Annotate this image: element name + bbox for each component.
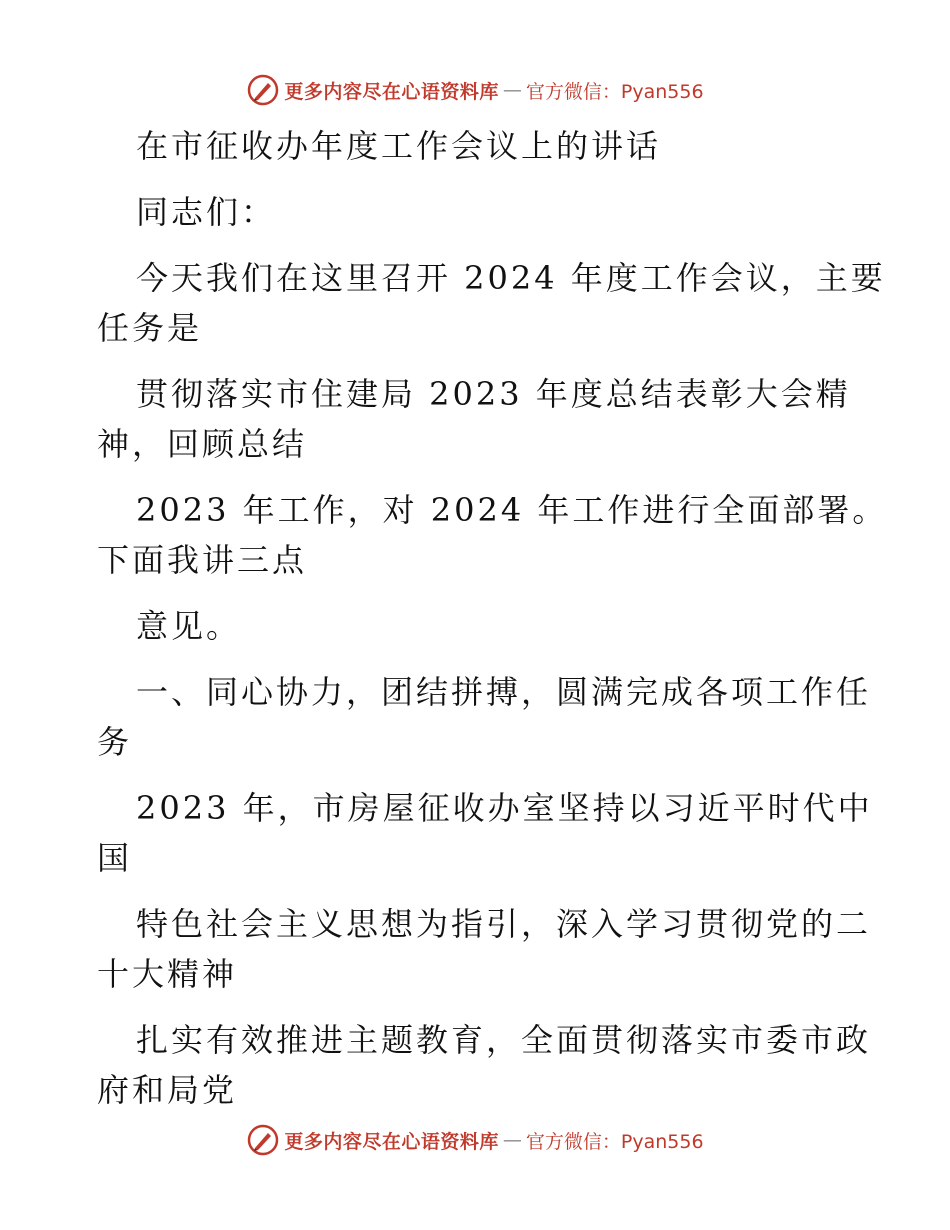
watermark-separator: — bbox=[502, 79, 522, 101]
watermark-contact: 官方微信：Pyan556 bbox=[525, 80, 704, 103]
watermark-contact: 官方微信：Pyan556 bbox=[525, 1130, 704, 1153]
watermark-text: 更多内容尽在心语资料库 bbox=[284, 1130, 499, 1153]
paragraph-line: 府和局党 bbox=[97, 1071, 238, 1109]
pen-logo-icon bbox=[246, 73, 280, 107]
salutation: 同志们： bbox=[136, 193, 277, 231]
watermark-separator: — bbox=[502, 1129, 522, 1151]
pen-logo-icon bbox=[246, 1123, 280, 1157]
paragraph-line: 贯彻落实市住建局 2023 年度总结表彰大会精 bbox=[136, 375, 851, 413]
paragraph-line: 任务是 bbox=[97, 309, 203, 347]
paragraph-line: 神，回顾总结 bbox=[97, 425, 308, 463]
paragraph-line: 2023 年，市房屋征收办室坚持以习近平时代中 bbox=[136, 789, 873, 827]
paragraph-line: 十大精神 bbox=[97, 955, 238, 993]
paragraph-line: 下面我讲三点 bbox=[97, 541, 308, 579]
watermark-banner-bottom bbox=[0, 1120, 950, 1160]
paragraph-line: 2023 年工作，对 2024 年工作进行全面部署。 bbox=[136, 491, 888, 529]
section-heading: 一、同心协力，团结拼搏，圆满完成各项工作任 bbox=[136, 673, 872, 711]
paragraph-line: 国 bbox=[97, 839, 133, 877]
document-title: 在市征收办年度工作会议上的讲话 bbox=[136, 127, 662, 165]
paragraph-line: 特色社会主义思想为指引，深入学习贯彻党的二 bbox=[136, 905, 872, 943]
paragraph-line: 今天我们在这里召开 2024 年度工作会议，主要 bbox=[136, 259, 886, 297]
watermark-text: 更多内容尽在心语资料库 bbox=[284, 80, 499, 103]
section-heading-continued: 务 bbox=[97, 723, 133, 761]
watermark-banner-top bbox=[0, 70, 950, 110]
paragraph-line: 扎实有效推进主题教育，全面贯彻落实市委市政 bbox=[136, 1021, 872, 1059]
document-body bbox=[97, 124, 888, 1112]
paragraph-line: 意见。 bbox=[136, 607, 242, 645]
